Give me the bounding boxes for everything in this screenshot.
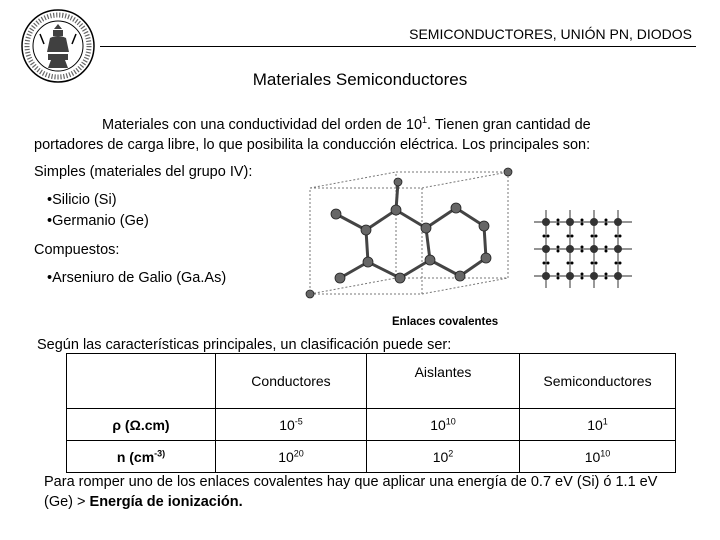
- diamond-lattice-illustration: [296, 166, 514, 312]
- intro-paragraph: [34, 115, 654, 155]
- cell-base: 10: [584, 448, 601, 465]
- row-label-carrier-density: [67, 441, 216, 473]
- covalent-bonds-illustration: [530, 208, 636, 290]
- header-aislantes: Aislantes: [367, 354, 520, 409]
- footer-text: Para romper uno de los enlaces covalentes hay que aplicar una energía de 0.7 eV (Si) ó 1.1 eV (Ge) >: [44, 474, 658, 510]
- row-label-text: ρ (Ω.cm): [112, 416, 170, 433]
- cell-exponent: 2: [448, 447, 454, 458]
- simples-heading: Simples (materiales del grupo IV):: [34, 164, 253, 180]
- cell-base: 10: [432, 448, 449, 465]
- list-item-arseniuro: •Arseniuro de Galio (Ga.As): [47, 270, 227, 286]
- list-item-silicio: •Silicio (Si): [47, 192, 117, 208]
- page-title: Materiales Semiconductores: [252, 70, 468, 89]
- table-cell: [367, 409, 520, 441]
- classification-intro: Según las características principales, un clasificación puede ser:: [37, 337, 452, 353]
- classification-table: [66, 353, 676, 473]
- cell-base: 10: [279, 416, 295, 433]
- table-row: [67, 441, 676, 473]
- cell-exponent: 10: [600, 447, 611, 458]
- row-label-text: n (cm: [116, 448, 155, 465]
- header-title: SEMICONDUCTORES, UNIÓN PN, DIODOS: [409, 26, 692, 42]
- table-header-empty: [67, 354, 216, 409]
- table-cell: [216, 409, 367, 441]
- cell-exponent: 20: [293, 447, 304, 458]
- table-cell: [520, 441, 676, 473]
- table-cell: [367, 441, 520, 473]
- footer-note: [44, 472, 684, 512]
- intro-line-2: portadores de carga libre, lo que posibilita la conducción eléctrica. Los principales son:: [34, 137, 591, 153]
- compuestos-heading: Compuestos:: [34, 242, 120, 258]
- cell-base: 10: [587, 416, 603, 433]
- footer-bold-term: Energía de ionización.: [89, 494, 243, 510]
- figure-caption: Enlaces covalentes: [392, 316, 499, 328]
- cell-exponent: 10: [445, 415, 456, 426]
- row-label-exponent: -3): [154, 447, 166, 458]
- cell-base: 10: [278, 448, 294, 465]
- table-row: [67, 409, 676, 441]
- row-label-resistivity: [67, 409, 216, 441]
- intro-exponent: 1: [422, 115, 428, 126]
- table-cell: [216, 441, 367, 473]
- intro-text-rest: . Tienen gran cantidad de: [427, 117, 591, 133]
- header-divider: [100, 46, 696, 47]
- list-item-germanio: •Germanio (Ge): [47, 213, 149, 229]
- cell-exponent: -5: [294, 415, 303, 426]
- cell-exponent: 1: [602, 415, 608, 426]
- intro-text: Materiales con una conductividad del orden de 10: [102, 117, 423, 133]
- header-conductores: Conductores: [216, 354, 367, 409]
- cell-base: 10: [430, 416, 446, 433]
- header-semiconductores: Semiconductores: [520, 354, 676, 409]
- table-header-row: [67, 354, 676, 409]
- table-cell: [520, 409, 676, 441]
